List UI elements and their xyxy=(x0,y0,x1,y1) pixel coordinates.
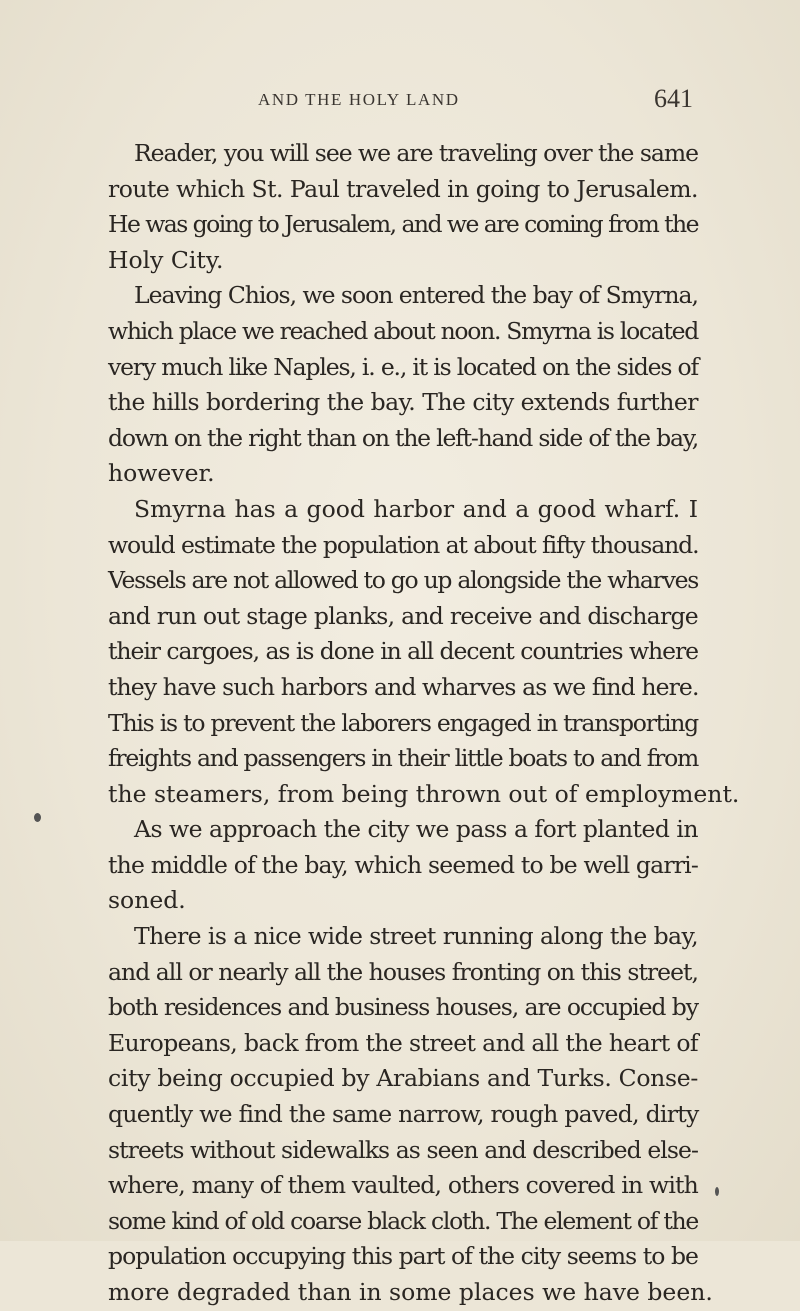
text-line: population occupying this part of the city seems to be xyxy=(108,1242,698,1271)
text-line: Europeans, back from the street and all the heart of xyxy=(108,1028,698,1057)
ink-speck xyxy=(715,1187,719,1196)
text-line: both residences and business houses, are occupied by xyxy=(108,993,698,1022)
text-line: As we approach the city we pass a fort planted in xyxy=(134,815,698,844)
text-line: Reader, you will see we are traveling over the same xyxy=(134,139,698,167)
text-line: He was going to Jerusalem, and we are coming from the xyxy=(108,210,698,239)
text-line: very much like Naples, i. e., it is located on the sides of xyxy=(108,352,698,381)
text-line: the middle of the bay, which seemed to be well garri- xyxy=(108,850,698,879)
body-text xyxy=(108,136,740,1311)
text-line: would estimate the population at about fifty thousand. xyxy=(108,530,699,559)
text-line: and run out stage planks, and receive and discharge xyxy=(108,601,698,630)
text-line: Leaving Chios, we soon entered the bay of Smyrna, xyxy=(134,281,698,310)
text-line: soned. xyxy=(108,886,186,915)
text-line: more degraded than in some places we have been. xyxy=(108,1278,713,1306)
text-line: city being occupied by Arabians and Turks. Conse- xyxy=(108,1064,698,1093)
text-line: where, many of them vaulted, others covered in with xyxy=(108,1171,698,1200)
text-line: This is to prevent the laborers engaged in transporting xyxy=(108,708,698,737)
text-line: the hills bordering the bay. The city extends further xyxy=(108,388,698,417)
text-line: which place we reached about noon. Smyrna is located xyxy=(108,316,698,345)
text-line: down on the right than on the left-hand side of the bay, xyxy=(108,423,698,452)
text-line: some kind of old coarse black cloth. The element of the xyxy=(108,1206,698,1235)
running-head xyxy=(0,84,800,124)
text-line: route which St. Paul traveled in going to Jerusalem. xyxy=(108,174,698,203)
text-line: quently we find the same narrow, rough paved, dirty xyxy=(108,1100,699,1129)
text-line: their cargoes, as is done in all decent countries where xyxy=(108,637,698,666)
ink-speck xyxy=(34,813,41,822)
text-line: Vessels are not allowed to go up alongside the wharves xyxy=(108,566,698,595)
running-title: AND THE HOLY LAND xyxy=(258,90,460,109)
text-line: however. xyxy=(108,459,215,488)
text-line: Smyrna has a good harbor and a good wharf. I xyxy=(134,494,698,523)
text-line: streets without sidewalks as seen and described else- xyxy=(108,1135,698,1164)
text-line: they have such harbors and wharves as we find here. xyxy=(108,672,699,701)
text-line: Holy City. xyxy=(108,245,224,274)
text-line: freights and passengers in their little boats to and from xyxy=(108,744,698,773)
text-line: the steamers, from being thrown out of employment. xyxy=(108,779,740,808)
text-line: and all or nearly all the houses fronting on this street, xyxy=(108,957,698,986)
text-line: There is a nice wide street running along the bay, xyxy=(134,922,698,951)
page-number: 641 xyxy=(654,84,693,113)
